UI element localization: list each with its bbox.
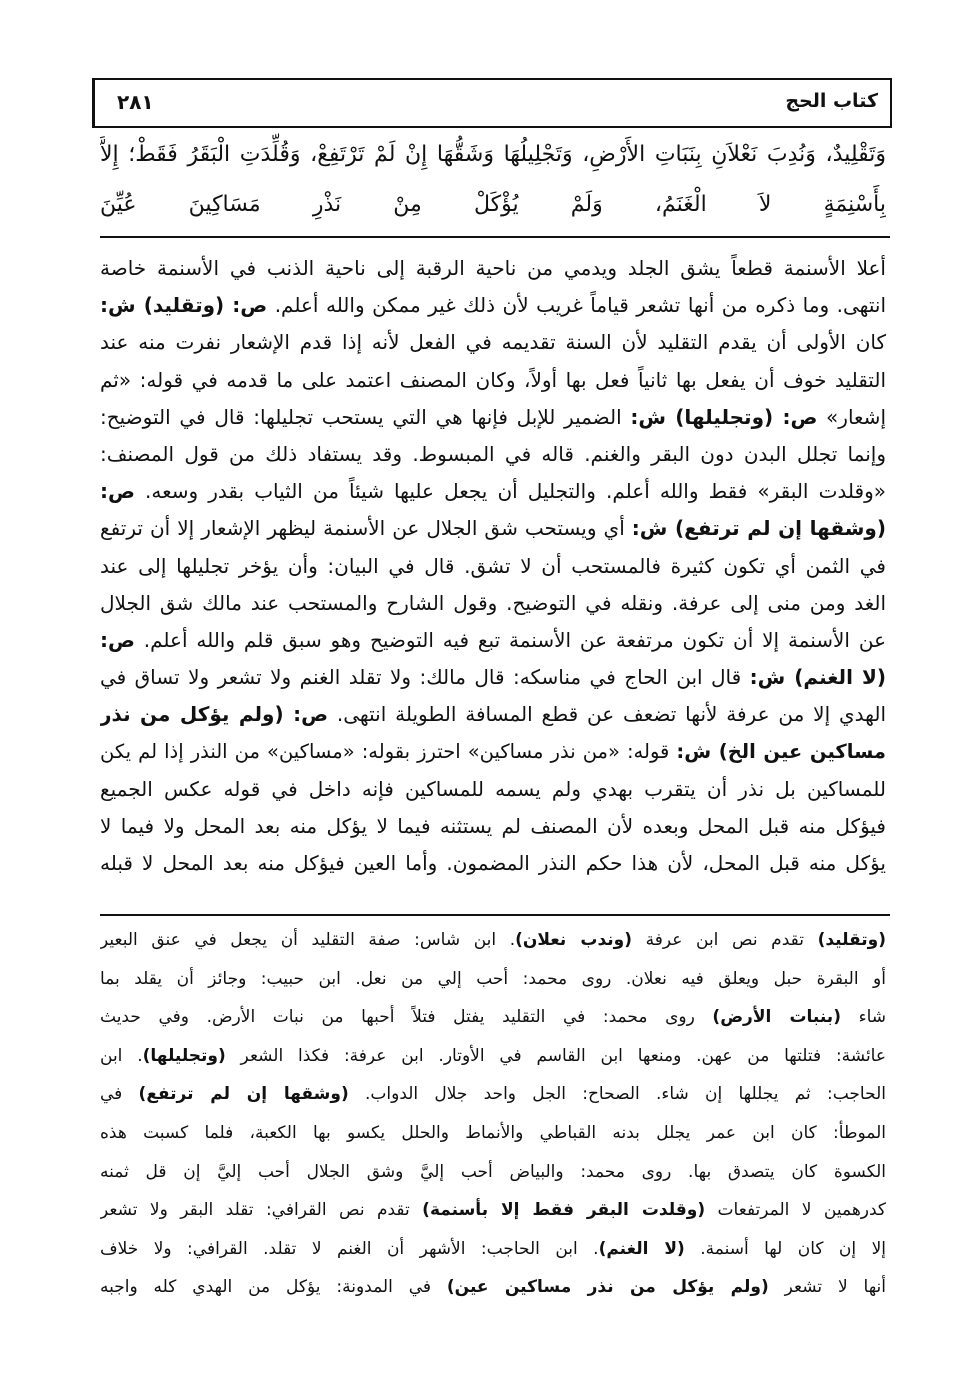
text-line (100, 399, 886, 436)
bold-lemma: (لا الغنم) ش: (749, 665, 886, 690)
text-run: إلا إن كان لها أسنمة. (684, 1238, 886, 1259)
text-line (100, 998, 886, 1037)
matn-verse (100, 130, 886, 230)
footnote-text (100, 921, 886, 1307)
text-line (100, 1114, 886, 1153)
text-run: للمساكين بل نذر أن يتقرب بهدي ولم يسمه للمساكين فإنه داخل في قوله عكس الجميع (100, 776, 886, 801)
bold-lemma: (وتقليد) (817, 930, 886, 950)
text-run: في (100, 1084, 139, 1105)
text-line (100, 548, 886, 585)
text-line (100, 510, 886, 547)
text-line (100, 622, 886, 659)
bold-lemma: ص: (وتقليد) ش: (100, 293, 268, 318)
text-run: الموطأ: كان ابن عمر يجلل بدنه القباطي والأنماط والحلل يكسو بها الكعبة، فلما كسبت هذه (100, 1122, 886, 1143)
text-run: أعلا الأسنمة قطعاً يشق الجلد ويدمي من ناحية الرقبة إلى ناحية الذنب في الأسنمة خاصة (100, 256, 886, 280)
text-run: بِأَسْنِمَةٍ لاَ الْغَنَمُ، وَلَمْ يُؤْكَلْ مِنْ نَذْرِ مَسَاكِينَ عُيِّنَ (100, 192, 886, 217)
bold-lemma: (ولم يؤكل من نذر مساكين عين) (446, 1277, 769, 1298)
bold-lemma: ص: (100, 627, 135, 652)
bold-lemma: (لا الغنم) (598, 1238, 685, 1259)
bold-lemma: (وندب نعلان) (515, 930, 633, 950)
text-run: في الثمن أي تكون كثيرة فالمستحب أن لا تشق. قال في البيان: وأن يؤخر تجليلها إلى عند (100, 553, 886, 578)
text-line (100, 921, 886, 960)
text-line (100, 436, 886, 473)
text-run: يؤكل منه قبل المحل، لأن هذا حكم النذر المضمون. وأما العين فيؤكل منه بعد المحل لا قبله (100, 851, 886, 875)
text-run: أو البقرة حبل ويعلق فيه نعلان. روى محمد: أحب إلي من نعل. ابن حبيب: وجائز أن يقلد بما (100, 968, 886, 989)
text-run: وإنما تجلل البدن دون البقر والغنم. قاله في المبسوط. وقد يستفاد ذلك من قول المصنف: (100, 441, 886, 466)
text-run: الكسوة كان يتصدق بها. روى محمد: والبياض أحب إليَّ وشق الجلال أحب إليَّ إن قل ثمنه (100, 1161, 886, 1182)
text-run: قال ابن الحاج في مناسكه: قال مالك: ولا تقلد الغنم ولا تشعر ولا تساق في (100, 665, 750, 690)
text-run: كان الأولى أن يقدم التقليد لأن السنة تقديمه في الفعل لأنه إذا قدم الإشعار نفرت منه عند (100, 330, 886, 355)
bold-lemma: مساكين عين الخ) ش: (676, 740, 886, 764)
text-line (100, 1268, 886, 1307)
text-run: وَتَقْلِيدٌ، وَنُدِبَ نَعْلاَنِ بِنَبَاتِ الأَرْضِ، وَتَجْلِيلُهَا وَشَقُّهَا إِنْ لَمْ تَرْتَفِعْ، وَقُلِّدَتِ الْبَقَرُ فَقَطْ؛ إِلاَّ (100, 142, 886, 167)
text-line (100, 808, 886, 845)
text-run: أي ويستحب شق الجلال عن الأسنمة ليظهر الإشعار إلا أن ترتفع (100, 516, 632, 541)
text-run: . ابن الحاجب: الأشهر أن الغنم لا تقلد. القرافي: ولا خلاف (100, 1238, 599, 1259)
bold-lemma: (وشقها إن لم ترتفع) ش: (631, 516, 886, 541)
page-number: ٢٨١ (117, 90, 154, 114)
text-line (100, 845, 886, 882)
footnote-divider (100, 914, 890, 916)
text-line (100, 1153, 886, 1192)
text-line (100, 771, 886, 808)
text-line (100, 960, 886, 999)
running-header (92, 78, 892, 128)
text-line (100, 362, 886, 399)
text-line (100, 585, 886, 622)
bold-lemma: (بنبات الأرض) (712, 1007, 841, 1028)
text-line (100, 250, 886, 287)
text-run: الغد ومن منى إلى عرفة. ونقله في التوضيح. وقول الشارح والمستحب عند مالك شق الجلال (100, 590, 886, 615)
text-line (100, 733, 886, 770)
text-run: أنها لا تشعر (768, 1277, 886, 1298)
text-run: كدرهمين لا المرتفعات (705, 1200, 886, 1221)
text-run: روى محمد: في التقليد يفتل فتلاً أحبها من نبات الأرض. وفي حديث (100, 1007, 713, 1028)
text-line (100, 1037, 886, 1076)
text-line (100, 659, 886, 696)
text-line (100, 1075, 886, 1114)
text-line (100, 287, 886, 324)
bold-lemma: (وقلدت البقر فقط إلا بأسنمة) (422, 1200, 706, 1221)
text-run: انتهى. وما ذكره من أنها تشعر قياماً غريب لأن ذلك غير ممكن والله أعلم. (267, 293, 886, 318)
book-title: كتاب الحج (785, 90, 878, 112)
text-run: تقدم نص ابن عرفة (632, 930, 818, 950)
divider-rule (100, 236, 890, 238)
text-run: في المدونة: يؤكل من الهدي كله واجبه (100, 1277, 447, 1298)
bold-lemma: ص: (ولم يؤكل من نذر (100, 702, 328, 727)
text-run: عائشة: فتلتها من عهن. ومنعها ابن القاسم في الأوتار. ابن عرفة: فكذا الشعر (225, 1045, 886, 1066)
text-line (100, 696, 886, 733)
text-run: «وقلدت البقر» فقط والله أعلم. والتجليل أن يجعل عليها شيئاً من الثياب بقدر وسعه. (134, 479, 886, 504)
text-run: التقليد خوف أن يفعل بها ثانياً فعل بها أولاً، وكان المصنف اعتمد على ما قدمه في قوله: «ثم (100, 367, 886, 392)
text-line (100, 324, 886, 361)
text-run: فيؤكل منه قبل المحل وبعده لأن المصنف لم يستثنه فيما لا يؤكل منه بعد المحل ولا فيما لا (100, 813, 886, 838)
text-line (100, 1191, 886, 1230)
text-line (100, 180, 886, 230)
bold-lemma: (وتجليلها) (142, 1045, 226, 1066)
text-run: الحاجب: ثم يجللها إن شاء. الصحاح: الجل واحد جلال الدواب. (348, 1084, 886, 1105)
text-run: إشعار» (817, 404, 886, 429)
commentary-text (100, 250, 886, 882)
text-line (100, 130, 886, 180)
bold-lemma: ص: (وتجليلها) ش: (630, 404, 818, 429)
bold-lemma: ص: (100, 479, 135, 504)
text-run: شاء (840, 1007, 886, 1028)
text-run: عن الأسنمة إلا أن تكون مرتفعة عن الأسنمة تبع فيه التوضيح وهو سبق قلم والله أعلم. (134, 627, 886, 652)
text-run: قوله: «من نذر مساكين» احترز بقوله: «مساكين» من النذر إذا لم يكن (100, 740, 677, 764)
text-run: الضمير للإبل فإنها هي التي يستحب تجليلها: قال في التوضيح: (100, 404, 631, 429)
text-line (100, 1230, 886, 1269)
text-run: . ابن (100, 1045, 143, 1066)
text-run: . ابن شاس: صفة التقليد أن يجعل في عنق البعير (100, 930, 516, 950)
text-run: الهدي إلا من عرفة لأنها تضعف عن قطع المسافة الطويلة انتهى. (328, 702, 886, 727)
text-run: تقدم نص القرافي: تقلد البقر ولا تشعر (100, 1200, 423, 1221)
bold-lemma: (وشقها إن لم ترتفع) (138, 1084, 349, 1105)
text-line (100, 473, 886, 510)
